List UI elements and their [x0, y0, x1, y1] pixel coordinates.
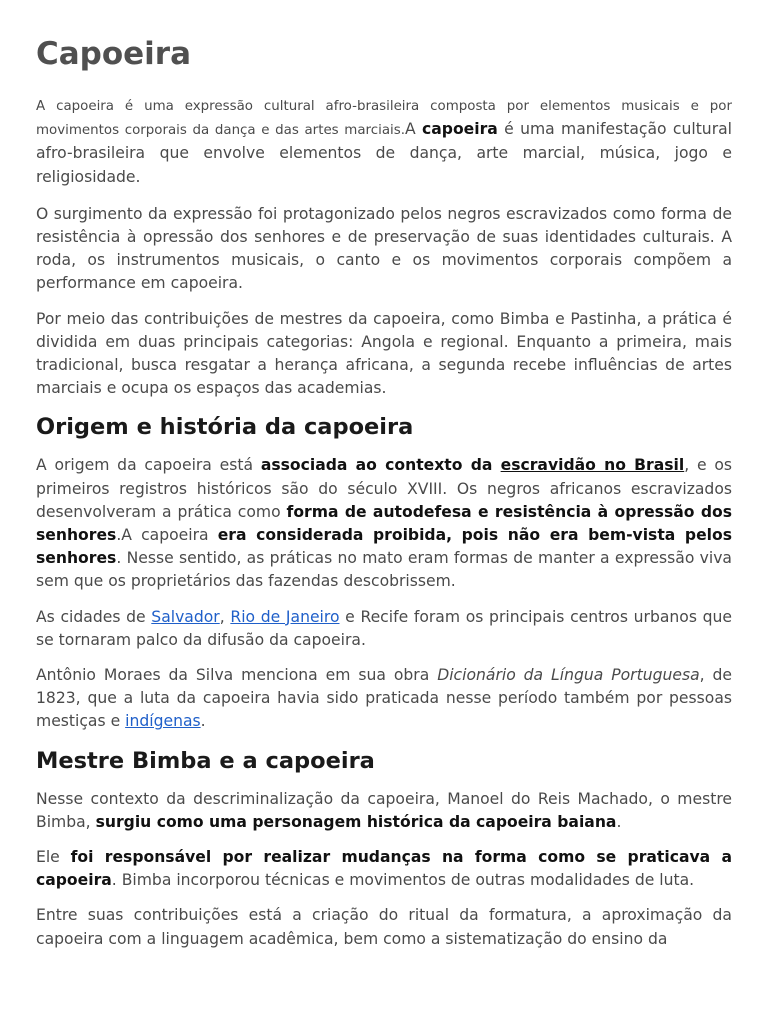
article — [36, 32, 732, 963]
bold-text: associada ao contexto da — [260, 456, 501, 475]
paragraph-text: .A capoeira — [116, 526, 218, 545]
page-title: Capoeira — [36, 36, 192, 72]
paragraph-text: . — [616, 812, 622, 831]
bold-text: era considerada proibida, pois não era bem-vista pelos senhores — [36, 526, 733, 568]
paragraph-text: Ele — [36, 848, 71, 867]
section-paragraph — [36, 788, 732, 834]
paragraph-text: Nesse contexto da descriminalização da capoeira, Manoel do Reis Machado, o mestre Bimba, — [36, 789, 732, 831]
section-paragraph — [36, 606, 732, 652]
paragraph-text: . Bimba incorporou técnicas e movimentos de outras modalidades de luta. — [111, 871, 695, 890]
section-mestre-bimba — [36, 746, 732, 951]
italic-text: Dicionário da Língua Portuguesa — [437, 666, 700, 685]
paragraph-text: é uma manifestação cultural afro-brasileira que envolve elementos de dança, arte marcial, música, jogo e religiosidade. — [36, 120, 732, 186]
section-paragraph — [36, 664, 732, 734]
inline-link[interactable]: Rio de Janeiro — [230, 607, 340, 626]
section-paragraph — [36, 454, 732, 593]
paragraph-text: , e os primeiros registros históricos são do século XVIII. Os negros africanos escravizados desenvolveram a prática como — [36, 456, 732, 521]
paragraph-text: . — [200, 712, 206, 731]
intro — [36, 94, 732, 400]
bold-text: surgiu como uma personagem histórica da capoeira baiana — [95, 812, 617, 831]
inline-link[interactable]: indígenas — [125, 712, 201, 731]
section-paragraph — [36, 846, 732, 892]
paragraph-text: e Recife foram os principais centros urbanos que se tornaram palco da difusão da capoeira. — [36, 607, 732, 649]
paragraph-text: O surgimento da expressão foi protagonizado pelos negros escravizados como forma de resistência à opressão dos senhores e de preservação de suas identidades culturais. A roda, os instrumentos musicais, o canto e os movimentos corporais compõem a performance em capoeira. — [36, 204, 732, 293]
paragraph-text: A — [405, 120, 423, 139]
section-paragraph — [36, 904, 732, 950]
paragraph-text: , — [219, 607, 231, 626]
section-heading: Origem e história da capoeira — [36, 414, 414, 441]
section-heading: Mestre Bimba e a capoeira — [36, 747, 375, 774]
paragraph-text: A capoeira é uma expressão cultural afro-brasileira composta por elementos musicais e por movimentos corporais da dança e das artes marciais. — [36, 99, 732, 139]
inline-bold-link[interactable]: escravidão no Brasil — [500, 456, 685, 475]
paragraph-text: Entre suas contribuições está a criação do ritual da formatura, a aproximação da capoeira com a linguagem acadêmica, bem como a sistematização do ensino da — [36, 906, 732, 948]
intro-paragraph — [36, 308, 732, 401]
paragraph-text: Por meio das contribuições de mestres da capoeira, como Bimba e Pastinha, a prática é dividida em duas principais categorias: Angola e regional. Enquanto a primeira, mais tradicional, busca resgatar a herança africana, a segunda recebe influências de artes marciais e ocupa os espaços das academias. — [36, 309, 732, 398]
bold-text: forma de autodefesa e resistência à opressão dos senhores — [36, 502, 732, 545]
intro-paragraph — [36, 94, 732, 189]
bold-text: foi responsável por realizar mudanças na forma como se praticava a capoeira — [36, 848, 732, 890]
intro-paragraph — [36, 203, 732, 296]
paragraph-text: , de 1823, que a luta da capoeira havia sido praticada nesse período também por pessoas mestiças e — [36, 666, 733, 731]
paragraph-text: As cidades de — [36, 607, 152, 626]
paragraph-text: A origem da capoeira está — [36, 456, 261, 475]
paragraph-text: Antônio Moraes da Silva menciona em sua obra — [36, 666, 438, 685]
section-origem-e-historia — [36, 412, 732, 733]
bold-text: capoeira — [422, 120, 498, 139]
inline-link[interactable]: Salvador — [151, 607, 220, 626]
paragraph-text: . Nesse sentido, as práticas no mato eram formas de manter a expressão viva sem que os proprietários das fazendas descobrissem. — [36, 549, 732, 591]
